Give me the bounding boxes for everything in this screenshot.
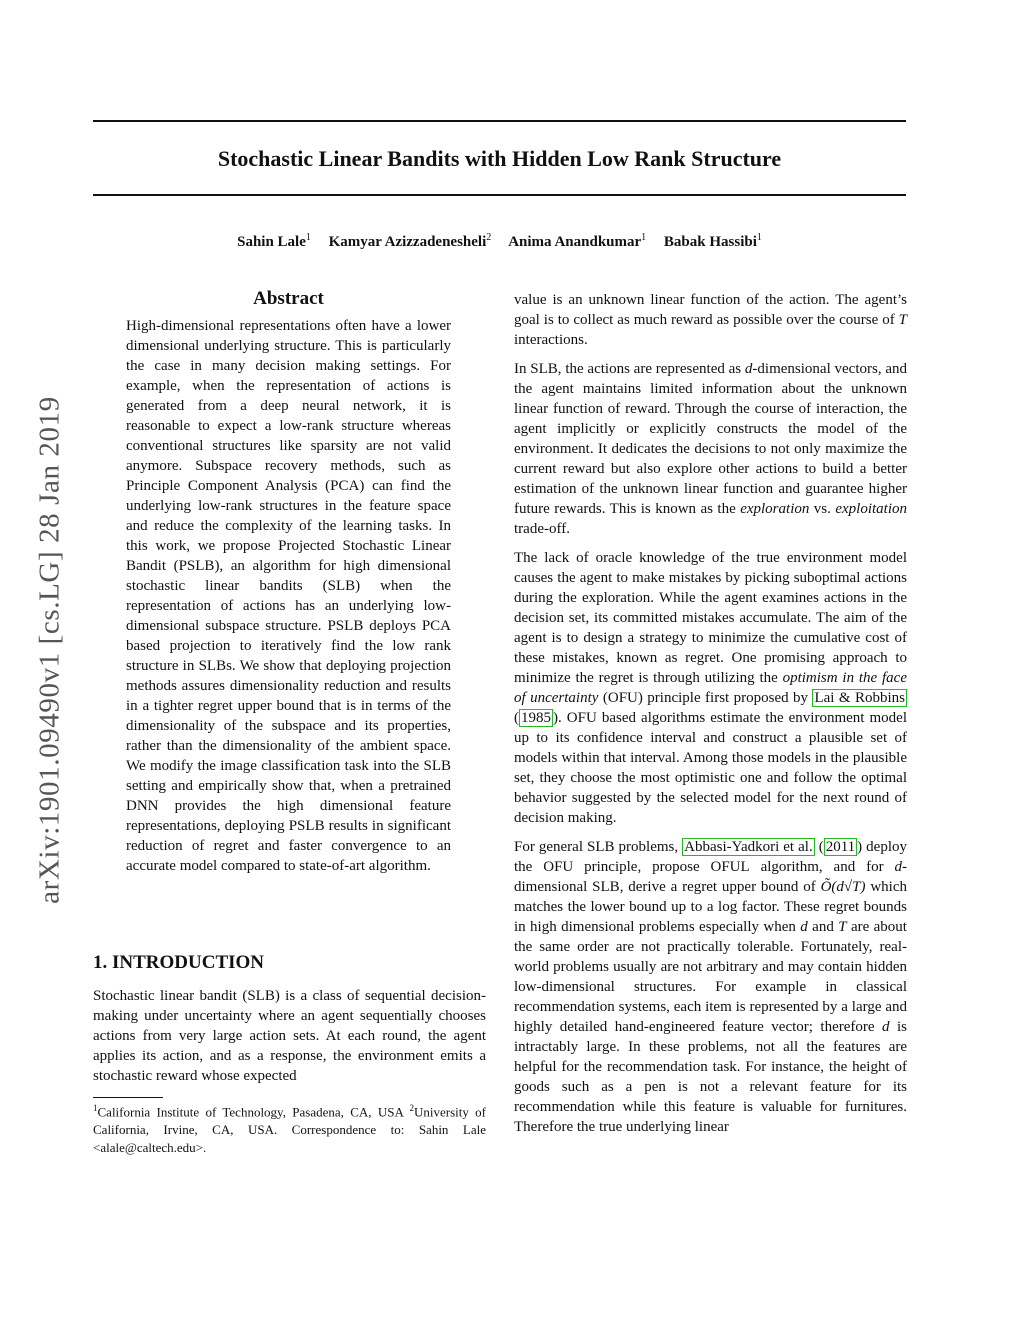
section-heading-introduction: 1. INTRODUCTION xyxy=(93,952,265,973)
title-top-rule xyxy=(93,120,906,122)
footnote-rule xyxy=(93,1097,163,1098)
author-name: Babak Hassibi xyxy=(663,234,757,250)
footnote: $^1$California Institute of Technology, Pasadena, CA, USA $^2$University of California, Irvine, CA, USA. Correspondence to: Sahin Lale <alale@caltech.edu>. xyxy=(93,1103,486,1156)
citation-link[interactable]: Abbasi-Yadkori et al. xyxy=(684,839,813,855)
author-affiliation: 1 xyxy=(305,232,311,243)
arxiv-stamp: arXiv:1901.09490v1 [cs.LG] 28 Jan 2019 xyxy=(33,396,66,904)
regret-bound-formula: Õ(d√T) xyxy=(820,879,866,895)
paper-title: Stochastic Linear Bandits with Hidden Low Rank Structure xyxy=(217,146,782,171)
body-paragraph: value is an unknown linear function of the action. The agent’s goal is to collect as much reward as possible over the course of T interactions. xyxy=(514,292,907,348)
citation-year-link[interactable]: 1985 xyxy=(521,710,551,726)
title-bottom-rule xyxy=(93,194,906,196)
body-paragraph: In SLB, the actions are represented as d-dimensional vectors, and the agent maintains limited information about the unknown linear function of reward. Through the course of interaction, the agent implicitly or explicitly constructs the model of the environment. It dedicates the decisions to not only maximize the current reward but also explore other actions to build a better estimation of the unknown linear function and guarantee higher future rewards. This is known as the exploration vs. exploitation trade-off. xyxy=(514,361,908,537)
abstract-text: High-dimensional representations often have a lower dimensional underlying structure. This is particularly the case in many decision making settings. For example, when the representation of actions is generated from a deep neural network, it is reasonable to expect a low-rank structure whereas conventional structures like sparsity are not valid anymore. Subspace recovery methods, such as Principle Component Analysis (PCA) can find the underlying low-rank structures in the feature space and reduce the complexity of the learning tasks. In this work, we propose Projected Stochastic Linear Bandit (PSLB), an algorithm for high dimensional stochastic linear bandits (SLB) when the representation of actions has an underlying low-dimensional subspace structure. PSLB deploys PCA based projection to iteratively find the low rank structure in SLBs. We show that deploying projection methods assures dimensionality reduction and results in a tighter regret upper bound that is in terms of the dimensionality of the subspace and its properties, rather than the dimensionality of the ambient space. We modify the image classification task into the SLB setting and empirically show that, when a pretrained DNN provides the high dimensional feature representations, deploying PSLB results in significant reduction of regret and faster convergence to an accurate model compared to state-of-art algorithm. xyxy=(126,318,452,874)
author-list xyxy=(93,232,906,251)
author-affiliation: 1 xyxy=(756,232,762,243)
body-paragraph: For general SLB problems, Abbasi-Yadkori et al. ( 2011 ) deploy the OFU principle, propose OFUL algorithm, and for d-dimensional SLB, derive a regret upper bound of Õ(d√T) which matches the lower bound up to a log factor. These regret bounds in high dimensional problems especially when d and T are about the same order are not practically tolerable. Fortunately, real-world problems usually are not arbitrary and may contain hidden low-dimensional structures. For example in classical recommendation systems, each item is represented by a large and highly detailed hand-engineered feature vector; therefore d is intractably large. In these problems, not all the features are helpful for the recommendation task. For instance, the height of goods such as a pen is not a relevant feature for its recommendation while this feature is valuable for furnitures. Therefore the true underlying linear xyxy=(514,839,908,1135)
intro-paragraph: Stochastic linear bandit (SLB) is a class of sequential decision-making under uncertainty where an agent sequentially chooses actions from very large action sets. At each round, the agent applies its action, and as a response, the environment emits a stochastic reward whose expected xyxy=(93,988,487,1084)
right-column xyxy=(514,290,907,1146)
author-affiliation: 1 xyxy=(641,232,647,243)
author-name: Kamyar Azizzadenesheli xyxy=(328,234,487,250)
author-name: Sahin Lale xyxy=(237,234,306,250)
author-name: Anima Anandkumar xyxy=(508,234,642,250)
citation-year-link[interactable]: 2011 xyxy=(825,839,856,855)
abstract-heading: Abstract xyxy=(253,288,324,309)
citation-link[interactable]: Lai & Robbins xyxy=(814,690,906,706)
author-affiliation: 2 xyxy=(486,232,492,243)
body-paragraph: The lack of oracle knowledge of the true environment model causes the agent to make mistakes by picking suboptimal actions during the exploration. While the agent examines actions in the decision set, its committed mistakes accumulate. The aim of the agent is to design a strategy to minimize the cumulative cost of these mistakes, known as regret. One promising approach to minimize the regret is through utilizing the optimism in the face of uncertainty (OFU) principle first proposed by Lai & Robbins ( 1985 ). OFU based algorithms estimate the environment model up to its confidence interval and construct a plausible set of models within that interval. Among those models in the plausible set, they choose the most optimistic one and follow the optimal behavior suggested by the selected model for the next round of decision making. xyxy=(514,550,907,826)
